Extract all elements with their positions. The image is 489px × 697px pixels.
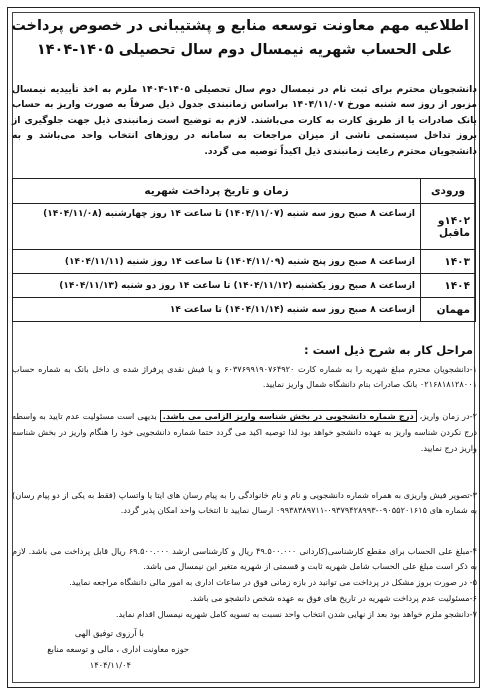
step-7: ۷-دانشجو ملزم خواهد بود بعد از نهایی شدن انتخاب واحد نسبت به تسویه کامل شهریه نیمسال اقدام نماید.	[115, 609, 477, 619]
schedule-time: ازساعت ۸ صبح روز یکشنبه (۱۴۰۴/۱۱/۱۲) تا ساعت ۱۴ روز دو شنبه (۱۴۰۴/۱۱/۱۳)	[13, 274, 421, 298]
schedule-time: ازساعت ۸ صبح روز سه شنبه (۱۴۰۴/۱۱/۱۴) تا ساعت ۱۴	[13, 298, 421, 322]
notice-title-line-2: علی الحساب شهریه نیمسال دوم سال تحصیلی ۱۴۰۵-۱۴۰۴	[36, 42, 453, 58]
schedule-term: ۱۴۰۲و ماقبل	[421, 204, 476, 250]
schedule-table	[12, 178, 476, 322]
schedule-header-row	[13, 179, 476, 204]
step-2	[12, 408, 477, 456]
schedule-row	[13, 298, 476, 322]
closing-wish: با آرزوی توفیق الهی	[74, 628, 144, 638]
step-1: ۱-دانشجویان محترم مبلغ شهریه را به شماره کارت ۶۰۳۷۶۹۹۱۹۰۷۶۴۹۲۰ و یا فیش نقدی پرفراژ شده ی داخل بانک به شماره حساب ۰۲۱۶۸۱۸۱۲۸۰۰۱ بانک صادرات بنام دانشگاه شمال واریز نمایید.	[12, 364, 477, 389]
schedule-term: ۱۴۰۴	[421, 274, 476, 298]
schedule-row	[13, 250, 476, 274]
step-3: ۳-تصویر فیش واریزی به همراه شماره دانشجویی و نام و نام خانوادگی را به پیام رسان های ایتا یا واتساپ (فقط به یکی از دو پیام رسان) به شماره های ۰۹۰۵۵۲۰۱۶۱۵-۰۹۳۷۹۴۲۸۹۹۳-۰۹۹۳۸۳۸۹۷۱۱ ارسال نمایید تا انتخاب واحد امکان پذیر گردد.	[12, 490, 477, 515]
schedule-row	[13, 204, 476, 250]
step-4: ۴-مبلغ علی الحساب برای مقطع کارشناسی(کاردانی ۴۹.۵۰۰.۰۰۰ ریال و کارشناسی ارشد ۶۹.۵۰۰.۰۰۰ ریال قابل پرداخت می باشد. لازم به ذکر است مبلغ علی الحساب شامل شهریه ثابت و قسمتی از شهریه متغیر این نیمسال می باشد.	[12, 546, 478, 571]
step-5: ۵- در صورت بروز مشکل در پرداخت می توانید در بازه زمانی فوق در ساعات اداری به امور مالی دانشگاه مراجعه نمایید.	[69, 577, 477, 587]
schedule-col-time: زمان و تاریخ پرداخت شهریه	[13, 179, 421, 204]
signature-office: حوزه معاونت اداری ، مالی و توسعه منابع	[47, 644, 189, 654]
schedule-term: مهمان	[421, 298, 476, 322]
schedule-time: ازساعت ۸ صبح روز پنج شنبه (۱۴۰۴/۱۱/۰۹) تا ساعت ۱۴ روز شنبه (۱۴۰۴/۱۱/۱۱)	[13, 250, 421, 274]
notice-title-line-1: اطلاعیه مهم معاونت توسعه منابع و پشتیبانی در خصوص پرداخت	[11, 18, 469, 34]
step-6: ۶-مسئولیت عدم پرداخت شهریه در تاریخ های فوق به عهده شخص دانشجو می باشد.	[190, 593, 477, 603]
step-2-body: بدیهی است مسئولیت عدم تایید به واسطه درج نکردن شناسه واریز به عهده دانشجو خواهد بود لذا توصیه اکید می گردد حتما شماره دانشجویی خود را هنگام واریز در بخش شناسه واریز درج نمایید.	[12, 411, 477, 453]
schedule-col-term: ورودی	[421, 179, 476, 204]
schedule-time: ازساعت ۸ صبح روز سه شنبه (۱۴۰۴/۱۱/۰۷) تا ساعت ۱۴ روز چهارشنبه (۱۴۰۴/۱۱/۰۸)	[13, 204, 421, 250]
signature-date: ۱۴۰۴/۱۱/۰۴	[89, 660, 131, 670]
step-2-highlight: درج شماره دانشجویی در بخش شناسه واریز الزامی می باشد.	[160, 410, 417, 422]
schedule-term: ۱۴۰۳	[421, 250, 476, 274]
step-2-prefix: ۲-در زمان واریز،	[419, 411, 477, 421]
steps-heading: مراحل کار به شرح ذیل است :	[304, 343, 473, 357]
intro-paragraph: دانشجویان محترم برای ثبت نام در نیمسال دوم سال تحصیلی ۱۴۰۵-۱۴۰۴ ملزم به اخذ تأییدیه نیمسال مزبور از روز سه شنبه مورخ ۱۴۰۴/۱۱/۰۷ براساس زمانبندی جدول ذیل صرفاً به صورت واریز به حساب بانک صادرات یا از طریق کارت به کارت می‌باشند. لازم به توضیح است زمانبندی ذیل جهت جلوگیری از بروز تداخل سیستمی ناشی از میزان مراجعات به سامانه در روزهای انتخاب واحد می‌باشد و به دانشجویان محترم رعایت زمانبندی ذیل اکیداً توصیه می گردد.	[12, 84, 477, 157]
schedule-row	[13, 274, 476, 298]
